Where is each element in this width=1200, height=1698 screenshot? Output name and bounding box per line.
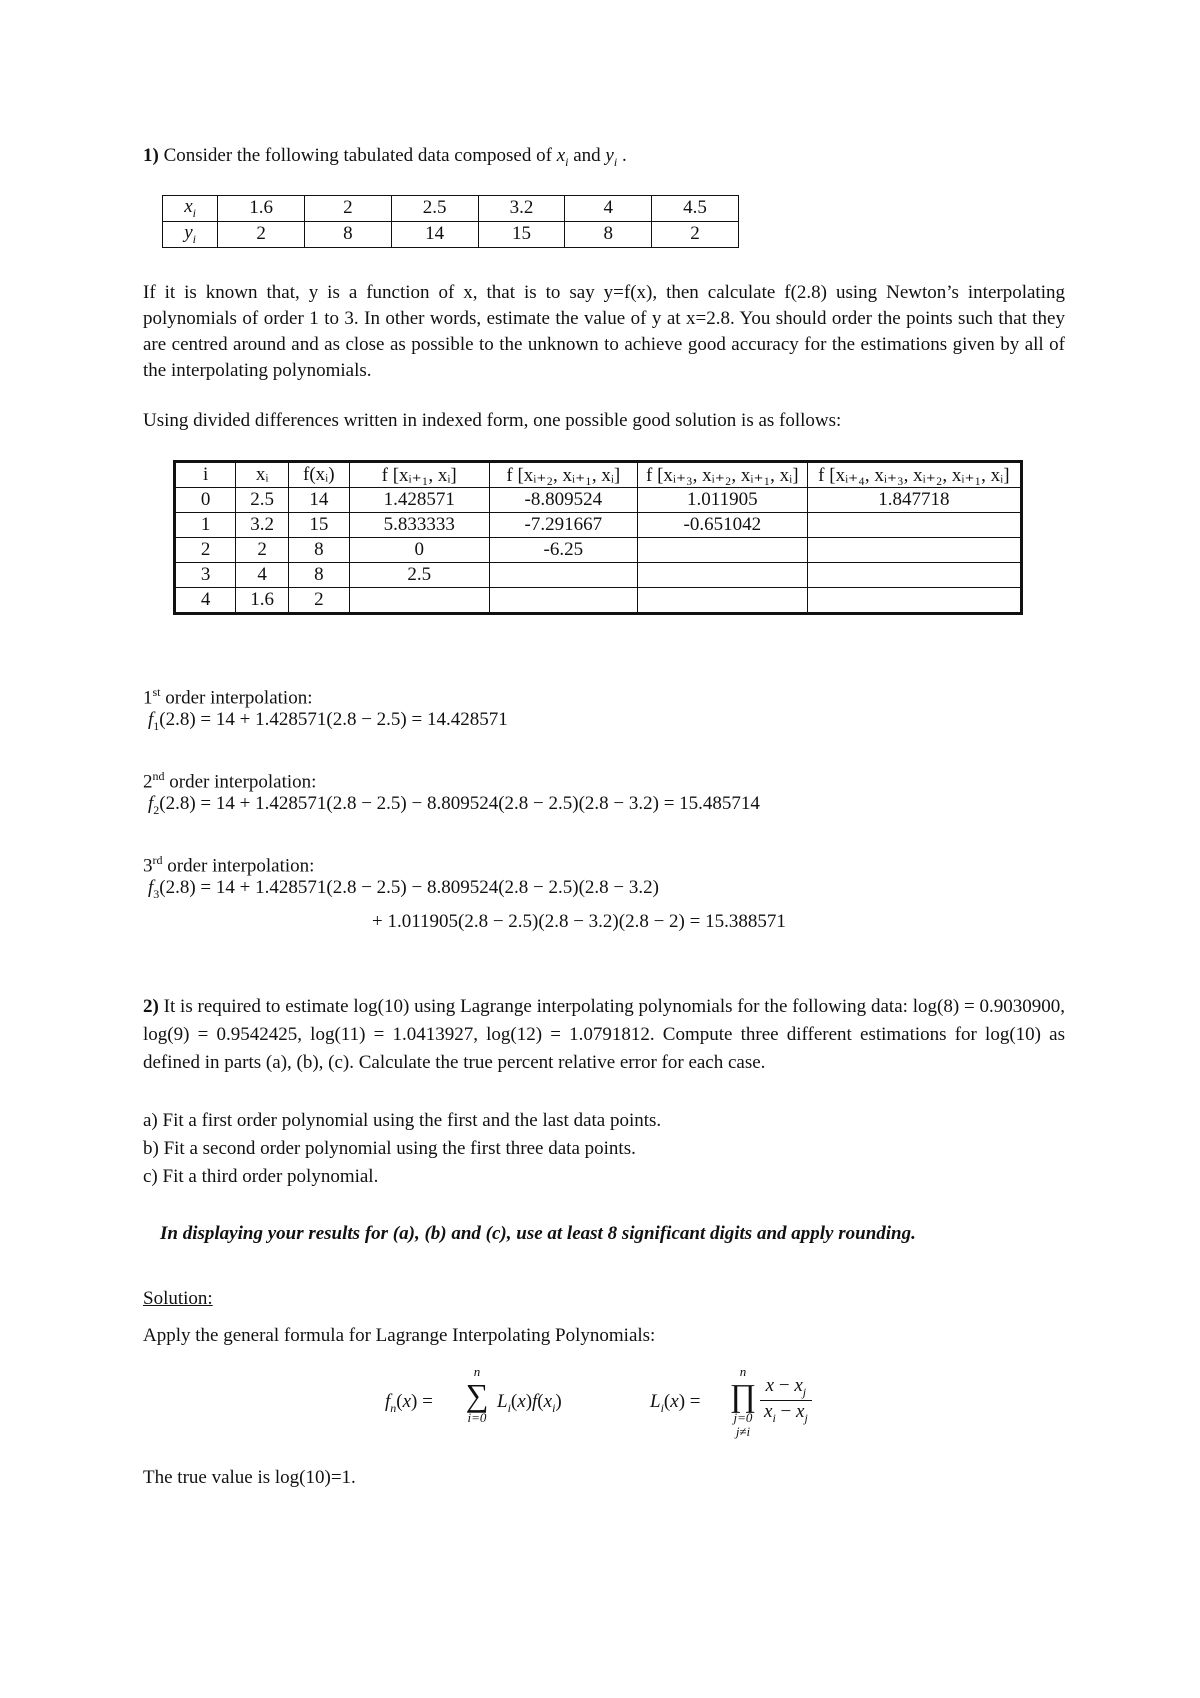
order3-heading (143, 848, 314, 878)
table-cell: 14 (289, 488, 350, 513)
table-cell (637, 563, 807, 588)
order1-eq-text: (2.8) = 14 + 1.428571(2.8 − 2.5) = 14.428571 (159, 709, 508, 730)
table-cell: 1.847718 (807, 488, 1021, 513)
x-header: $x_i$ (163, 196, 218, 222)
q2-text: It is required to estimate log(10) using Lagrange interpolating polynomials for the following data: log(8) = 0.9030900, log(9) = 0.9542425, log(11) = 1.0413927, log(12) = 1.0791812. Compute three different estimations for log(10) as defined in parts (a), (b), (c). Calculate the true percent relative error for each case. (143, 996, 1065, 1073)
table-cell: 2 (305, 196, 392, 222)
table-cell: 4 (236, 563, 289, 588)
order2-label: order interpolation: (169, 771, 317, 793)
table-cell: 2.5 (391, 196, 478, 222)
q2-part-a: a) Fit a first order polynomial using the first and the last data points. (143, 1110, 662, 1131)
table-cell: 15 (289, 513, 350, 538)
column-header: i (175, 462, 236, 488)
order2-number: 2 (143, 771, 153, 793)
table-cell: 1.6 (218, 196, 305, 222)
order3-sup: rd (152, 853, 163, 867)
table-cell: 2.5 (349, 563, 489, 588)
table-cell (807, 563, 1021, 588)
table-cell: 1 (175, 513, 236, 538)
order1-heading (143, 680, 312, 710)
table-row (175, 538, 1022, 563)
table-cell: 2 (218, 221, 305, 247)
table-cell: 1.428571 (349, 488, 489, 513)
fn-formula-left: $f_n(x)$ = (385, 1391, 433, 1415)
table-cell: 2 (236, 538, 289, 563)
q1-intro: 1) Consider the following tabulated data composed of $x_i$ and $y_i$ . (143, 145, 627, 169)
table-cell: -6.25 (489, 538, 637, 563)
order1-sup: st (152, 685, 161, 699)
table-cell: 2 (652, 221, 739, 247)
table-cell: 8 (289, 563, 350, 588)
order3-number: 3 (143, 855, 153, 877)
q2-paragraph (143, 993, 1065, 1077)
order1-label: order interpolation: (165, 687, 313, 709)
divided-difference-table (173, 460, 1023, 615)
q2-part-b: b) Fit a second order polynomial using the first three data points. (143, 1138, 636, 1159)
table-row (163, 196, 739, 222)
true-value-text: The true value is log(10)=1. (143, 1467, 356, 1488)
sum-operator: n ∑ i=0 (465, 1364, 489, 1425)
order2-sup: nd (152, 769, 165, 783)
column-header: f(xᵢ) (289, 462, 350, 488)
fn-formula-right: $L_i(x)f(x_i)$ (497, 1391, 562, 1415)
table-cell (637, 538, 807, 563)
order3-label: order interpolation: (167, 855, 315, 877)
table-cell: 1.011905 (637, 488, 807, 513)
table-row (175, 563, 1022, 588)
q1-and: and (573, 145, 601, 166)
q2-note: In displaying your results for (a), (b) and (c), use at least 8 significant digits and apply rounding. (160, 1223, 916, 1244)
apply-text: Apply the general formula for Lagrange Interpolating Polynomials: (143, 1325, 656, 1346)
column-header: xᵢ (236, 462, 289, 488)
order3-eq-text-1: (2.8) = 14 + 1.428571(2.8 − 2.5) − 8.809524(2.8 − 2.5)(2.8 − 3.2) (159, 877, 659, 898)
q1-paragraph-2: Using divided differences written in indexed form, one possible good solution is as follows: (143, 410, 842, 431)
order3-equation-line1: $f_3(2.8) = 14 + 1.428571(2.8 - 2.5) - 8.809524(2.8 - 2.5)(2.8 - 3.2)$ (148, 877, 659, 901)
table-row (163, 221, 739, 247)
q1-intro-text: Consider the following tabulated data composed of (163, 145, 552, 166)
table-cell (807, 513, 1021, 538)
product-operator: n ∏ j=0 j≠i (729, 1364, 757, 1439)
li-fraction: $\frac{x - x_j}{x_i - x_j}$ (760, 1375, 812, 1426)
table-row (175, 488, 1022, 513)
table-cell: 8 (565, 221, 652, 247)
y-header: $y_i$ (163, 221, 218, 247)
table-cell: 5.833333 (349, 513, 489, 538)
order1-number: 1 (143, 687, 153, 709)
table-cell: -7.291667 (489, 513, 637, 538)
table-row (175, 513, 1022, 538)
table-cell (349, 588, 489, 614)
table-cell: 1.6 (236, 588, 289, 614)
q2-number: 2) (143, 996, 159, 1017)
table-cell: 8 (305, 221, 392, 247)
table-cell: 2 (289, 588, 350, 614)
table-cell (489, 563, 637, 588)
column-header: f [xᵢ₊₄, xᵢ₊₃, xᵢ₊₂, xᵢ₊₁, xᵢ] (807, 462, 1021, 488)
li-formula-left: $L_i(x)$ = (650, 1391, 701, 1415)
order2-heading (143, 764, 316, 794)
table-cell (807, 588, 1021, 614)
table-cell: 15 (478, 221, 565, 247)
lagrange-formula (385, 1365, 1185, 1455)
table-cell: 2.5 (236, 488, 289, 513)
table-cell: 2 (175, 538, 236, 563)
table-header-row (175, 462, 1022, 488)
table-cell (489, 588, 637, 614)
table-cell: 4 (565, 196, 652, 222)
column-header: f [xᵢ₊₂, xᵢ₊₁, xᵢ] (489, 462, 637, 488)
q2-part-c: c) Fit a third order polynomial. (143, 1166, 379, 1187)
column-header: f [xᵢ₊₃, xᵢ₊₂, xᵢ₊₁, xᵢ] (637, 462, 807, 488)
table-cell: -8.809524 (489, 488, 637, 513)
column-header: f [xᵢ₊₁, xᵢ] (349, 462, 489, 488)
q1-paragraph: If it is known that, y is a function of x, that is to say y=f(x), then calculate f(2.8) using Newton’s interpolating polynomials of order 1 to 3. In other words, estimate the value of y at x=2.8. You should order the points such that they are centred around and as close as possible to the unknown to achieve good accuracy for the estimations given by all of the interpolating polynomials. (143, 282, 1065, 381)
order2-equation: $f_2(2.8) = 14 + 1.428571(2.8 - 2.5) - 8.809524(2.8 - 2.5)(2.8 - 3.2) = 15.485714$ (148, 793, 760, 817)
table-cell (807, 538, 1021, 563)
order1-equation: $f_1(2.8) = 14 + 1.428571(2.8 - 2.5) = 14.428571$ (148, 709, 508, 733)
table-cell (637, 588, 807, 614)
table-cell: 4.5 (652, 196, 739, 222)
table-cell: 0 (175, 488, 236, 513)
table-cell: 3.2 (236, 513, 289, 538)
table-row (175, 588, 1022, 614)
table-cell: 14 (391, 221, 478, 247)
order2-eq-text: (2.8) = 14 + 1.428571(2.8 − 2.5) − 8.809524(2.8 − 2.5)(2.8 − 3.2) = 15.485714 (159, 793, 760, 814)
table-cell: 0 (349, 538, 489, 563)
table-cell: 3.2 (478, 196, 565, 222)
table-cell: 4 (175, 588, 236, 614)
q1-number: 1) (143, 145, 159, 166)
order3-equation-line2: + 1.011905(2.8 − 2.5)(2.8 − 3.2)(2.8 − 2) = 15.388571 (372, 911, 786, 932)
solution-label: Solution: (143, 1288, 213, 1309)
xy-data-table (162, 195, 739, 248)
table-cell: 3 (175, 563, 236, 588)
table-cell: 8 (289, 538, 350, 563)
table-cell: -0.651042 (637, 513, 807, 538)
